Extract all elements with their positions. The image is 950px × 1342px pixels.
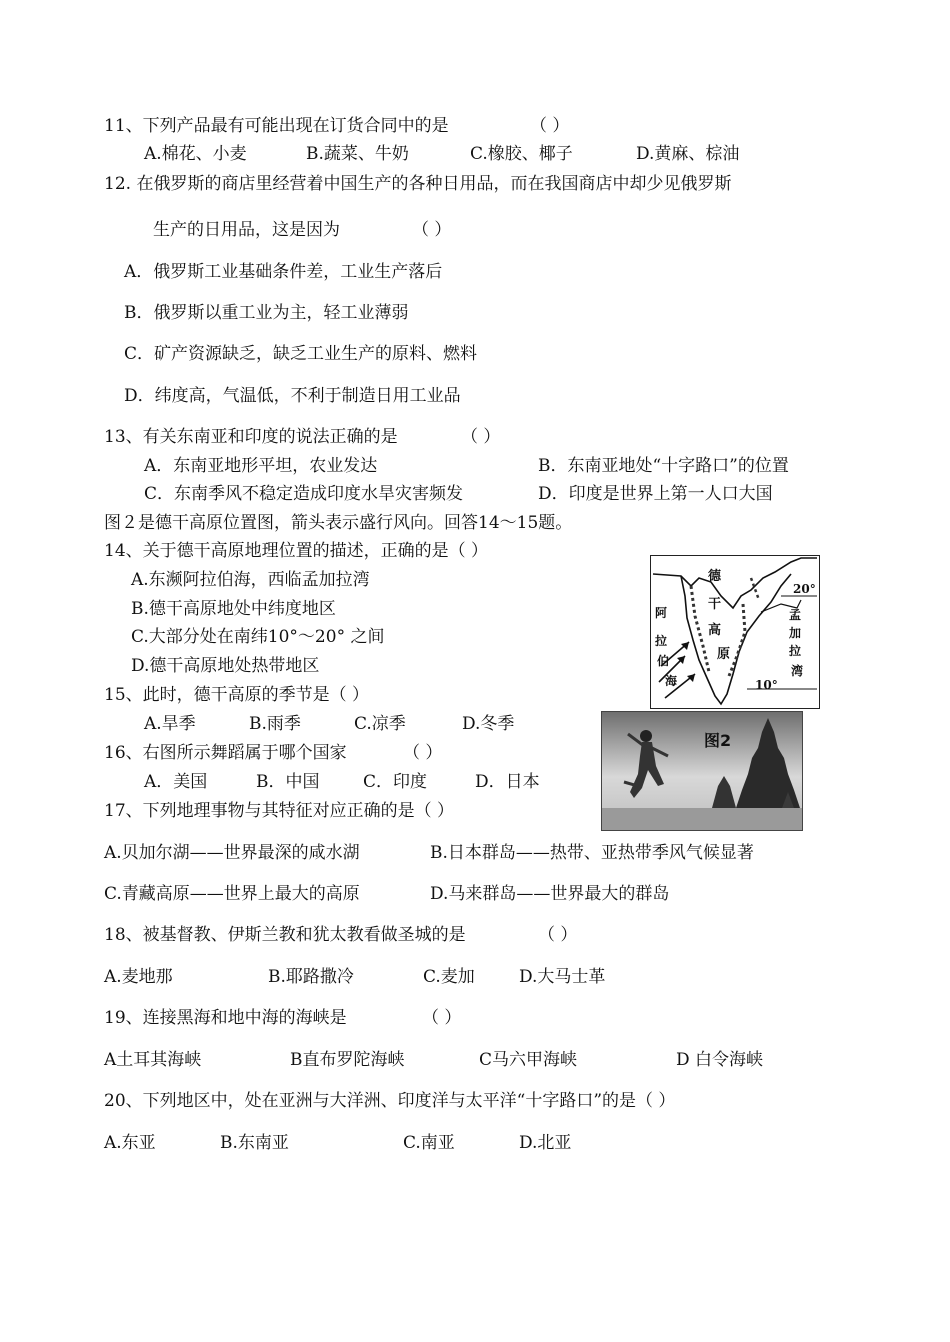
q18-option-b: B.耶路撒冷: [268, 967, 354, 987]
q15-option-c: C.凉季: [354, 714, 406, 734]
q11-stem: 11、下列产品最有可能出现在订货合同中的是: [104, 116, 449, 136]
q16-option-a: A．美国: [144, 772, 208, 792]
map-label-bengal-4: 湾: [791, 664, 804, 678]
q17-option-c: C.青藏高原——世界上最大的高原: [104, 884, 360, 904]
map-label-arabian-3: 伯: [657, 654, 670, 668]
map-label-lat10: 10°: [755, 678, 778, 692]
q12-stem-line1: 12. 在俄罗斯的商店里经营着中国生产的各种日用品，而在我国商店中却少见俄罗斯: [104, 174, 732, 194]
q19-option-d: D 白令海峡: [676, 1050, 764, 1070]
q18-stem: 18、被基督教、伊斯兰教和犹太教看做圣城的是: [104, 925, 466, 945]
q12-option-c: C．矿产资源缺乏，缺乏工业生产的原料、燃料: [124, 344, 478, 364]
q11-option-a: A.棉花、小麦: [144, 144, 247, 164]
q13-stem: 13、有关东南亚和印度的说法正确的是: [104, 427, 398, 447]
map-label-bengal-1: 孟: [789, 608, 802, 622]
q13-option-d: D．印度是世界上第一人口大国: [538, 484, 773, 504]
q16-stem: 16、右图所示舞蹈属于哪个国家: [104, 743, 347, 763]
dance-photo: [601, 711, 803, 831]
q17-option-b: B.日本群岛——热带、亚热带季风气候显著: [430, 843, 754, 863]
q16-blank: （ ）: [403, 743, 443, 763]
q15-stem: 15、此时，德干高原的季节是（ ）: [104, 685, 370, 705]
q13-option-b: B．东南亚地处“十字路口”的位置: [538, 456, 789, 476]
q14-option-c: C.大部分处在南纬10°～20° 之间: [131, 627, 385, 647]
q14-stem: 14、关于德干高原地理位置的描述，正确的是（ ）: [104, 541, 489, 561]
q19-option-a: A土耳其海峡: [104, 1050, 202, 1070]
q18-option-a: A.麦地那: [104, 967, 173, 987]
map-label-arabian-1: 阿: [655, 606, 668, 620]
map-label-gan: 干: [708, 597, 722, 612]
map-label-yuan: 原: [717, 647, 731, 662]
q11-option-d: D.黄麻、棕油: [636, 144, 740, 164]
q16-option-c: C．印度: [363, 772, 428, 792]
q14-option-a: A.东濒阿拉伯海，西临孟加拉湾: [131, 570, 370, 590]
q12-option-d: D．纬度高，气温低，不利于制造日用工业品: [124, 386, 461, 406]
q12-option-a: A．俄罗斯工业基础条件差，工业生产落后: [124, 262, 443, 282]
q19-option-c: C马六甲海峡: [479, 1050, 578, 1070]
map-label-de: 德: [708, 569, 722, 584]
q16-option-d: D．日本: [475, 772, 540, 792]
map-label-bengal-3: 拉: [789, 644, 802, 658]
q18-option-d: D.大马士革: [519, 967, 606, 987]
q12-stem-line2: 生产的日用品，这是因为: [153, 220, 340, 240]
q15-option-d: D.冬季: [462, 714, 515, 734]
q12-blank: （ ）: [412, 220, 452, 240]
q18-blank: （ ）: [538, 925, 578, 945]
q17-option-a: A.贝加尔湖——世界最深的咸水湖: [104, 843, 360, 863]
q20-stem: 20、下列地区中，处在亚洲与大洋洲、印度洋与太平洋“十字路口”的是（ ）: [104, 1091, 676, 1111]
map-label-arabian-4: 海: [665, 674, 678, 688]
map-label-gao: 高: [708, 623, 722, 638]
q13-option-c: C．东南季风不稳定造成印度水旱灾害频发: [144, 484, 464, 504]
q20-option-b: B.东南亚: [220, 1133, 289, 1153]
q11-option-c: C.橡胶、椰子: [470, 144, 573, 164]
dance-photo-svg: [602, 712, 802, 830]
q20-option-a: A.东亚: [104, 1133, 156, 1153]
figure-intro: 图２是德干高原位置图，箭头表示盛行风向。回答14～15题。: [104, 513, 573, 533]
q20-option-c: C.南亚: [403, 1133, 455, 1153]
q15-option-b: B.雨季: [249, 714, 301, 734]
q13-blank: （ ）: [461, 427, 501, 447]
deccan-plateau-map: [650, 555, 820, 709]
q18-option-c: C.麦加: [423, 967, 475, 987]
q17-option-d: D.马来群岛——世界最大的群岛: [430, 884, 670, 904]
q13-option-a: A．东南亚地形平坦，农业发达: [144, 456, 378, 476]
q19-blank: （ ）: [422, 1008, 462, 1028]
q14-option-d: D.德干高原地处热带地区: [131, 656, 320, 676]
q17-stem: 17、下列地理事物与其特征对应正确的是（ ）: [104, 801, 455, 821]
map-label-bengal-2: 加: [789, 626, 802, 640]
q19-stem: 19、连接黑海和地中海的海峡是: [104, 1008, 347, 1028]
q14-option-b: B.德干高原地处中纬度地区: [131, 599, 336, 619]
map-label-lat20: 20°: [793, 582, 816, 596]
q19-option-b: B直布罗陀海峡: [290, 1050, 405, 1070]
q20-option-d: D.北亚: [519, 1133, 572, 1153]
q12-option-b: B．俄罗斯以重工业为主，轻工业薄弱: [124, 303, 409, 323]
q11-blank: （ ）: [530, 116, 570, 136]
q11-option-b: B.蔬菜、牛奶: [306, 144, 409, 164]
photo-caption: 图2: [704, 731, 732, 750]
q15-option-a: A.旱季: [144, 714, 196, 734]
map-label-arabian-2: 拉: [655, 634, 668, 648]
q16-option-b: B．中国: [256, 772, 320, 792]
